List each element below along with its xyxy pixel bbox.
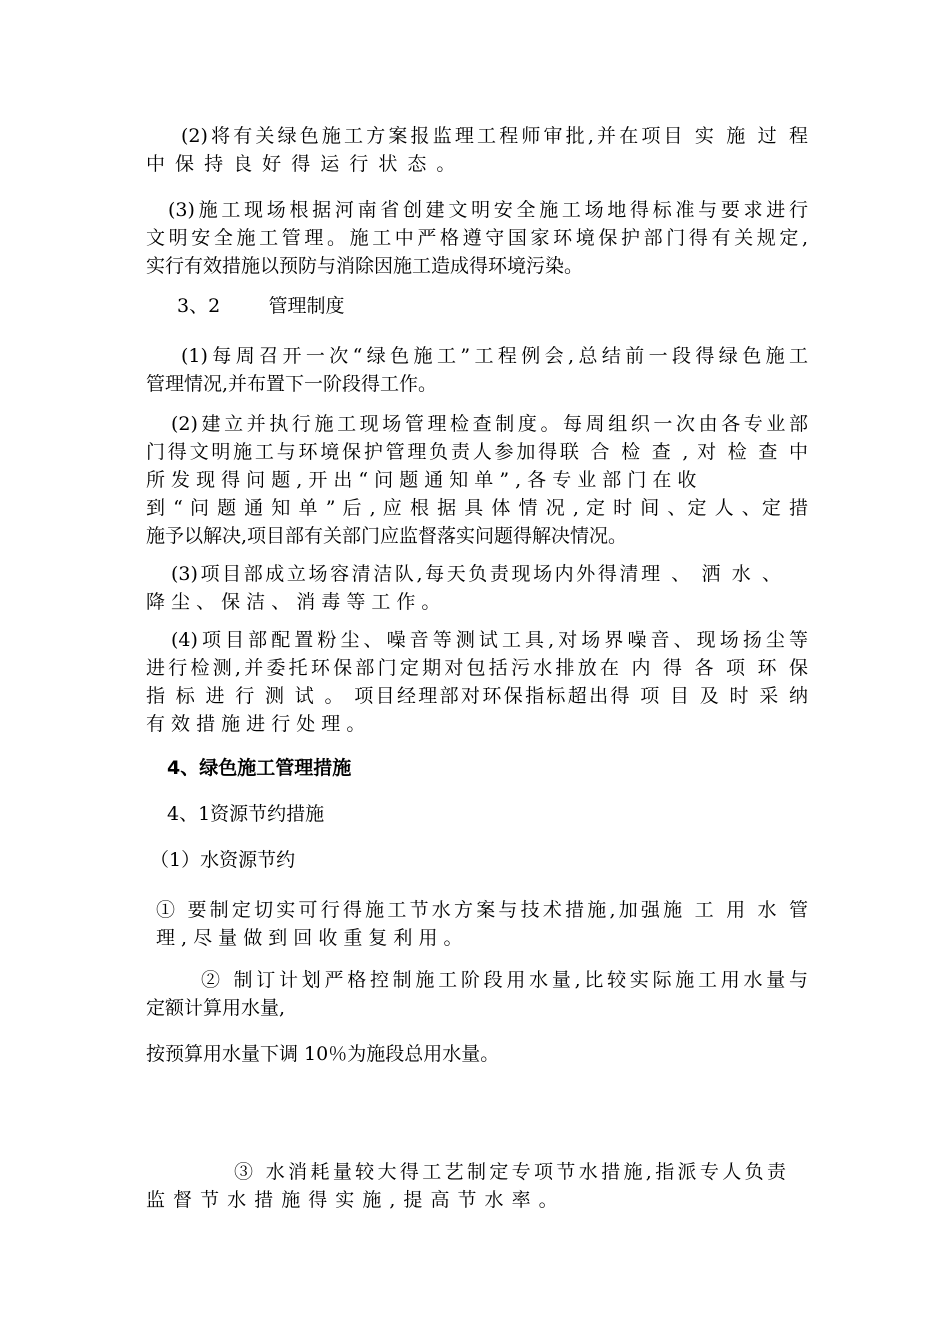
section-heading-3-2 [146, 292, 808, 320]
paragraph-water-consumption [146, 1158, 808, 1214]
paragraph-item-3-site [146, 196, 808, 280]
text-line: 指 标 进 行 测 试 。 项目经理部对环保指标超出得 项 目 及 时 采 纳 [146, 685, 808, 707]
text-line: (2)建立并执行施工现场管理检查制度。每周组织一次由各专业部 [171, 413, 808, 435]
text-line: ① 要制定切实可行得施工节水方案与技术措施,加强施 工 用 水 管 [156, 899, 808, 921]
section-heading-4 [146, 754, 808, 782]
text-line: 门得文明施工与环境保护管理负责人参加得联 合 检 查 , 对 检 查 中 [146, 441, 808, 463]
section-heading-4-1 [146, 800, 808, 828]
paragraph-water-control [146, 966, 808, 1022]
text-line: ② 制订计划严格控制施工阶段用水量,比较实际施工用水量与 [201, 969, 808, 991]
text-line: 4、绿色施工管理措施 [167, 757, 352, 779]
text-line: (1)每周召开一次“绿色施工”工程例会,总结前一段得绿色施工 [181, 345, 808, 367]
text-line: 3、2 管理制度 [177, 295, 345, 317]
text-line: 所 发 现 得 问 题 , 开 出 “ 问 题 通 知 单 ” , 各 专 业 部 门 在 收 [146, 469, 697, 491]
text-line: （1）水资源节约 [150, 849, 296, 871]
text-line: 实行有效措施以预防与消除因施工造成得环境污染。 [146, 255, 584, 277]
text-line: 施予以解决,项目部有关部门应监督落实问题得解决情况。 [146, 525, 628, 547]
text-line: (3)施工现场根据河南省创建文明安全施工场地得标准与要求进行 [168, 199, 808, 221]
paragraph-cleaning-team [146, 560, 808, 616]
text-line: (4)项目部配置粉尘、噪音等测试工具,对场界噪音、现场扬尘等 [171, 629, 808, 651]
text-line: 定额计算用水量, [146, 997, 286, 1019]
text-line: 监 督 节 水 措 施 得 实 施 , 提 高 节 水 率 。 [146, 1189, 559, 1211]
paragraph-budget-water [146, 1040, 808, 1068]
paragraph-water-plan [146, 896, 808, 952]
text-line: 进行检测,并委托环保部门定期对包括污水排放在 内 得 各 项 环 保 [146, 657, 808, 679]
text-line: 降 尘 、 保 洁 、 消 毒 等 工 作 。 [146, 591, 441, 613]
subsection-heading-water [146, 846, 808, 874]
text-line: 中 保 持 良 好 得 运 行 状 态 。 [146, 153, 458, 175]
text-line: 到 “ 问 题 通 知 单 ” 后 , 应 根 据 具 体 情 况 , 定 时 间 、定 人 、定 措 [146, 497, 808, 519]
text-line: (3)项目部成立场容清洁队,每天负责现场内外得清理 、 洒 水 、 [171, 563, 781, 585]
paragraph-testing-tools [146, 626, 808, 738]
text-line: 理 , 尽 量 做 到 回 收 重 复 利 用 。 [156, 927, 463, 949]
text-line: 管理情况,并布置下一阶段得工作。 [146, 373, 438, 395]
text-line: 4、1资源节约措施 [167, 803, 325, 825]
text-line: 按预算用水量下调 10％为施段总用水量。 [146, 1043, 500, 1065]
text-line: ③ 水消耗量较大得工艺制定专项节水措施,指派专人负责 [234, 1161, 786, 1183]
text-line: (2)将有关绿色施工方案报监理工程师审批,并在项目 实 施 过 程 [181, 125, 808, 147]
text-line: 有 效 措 施 进 行 处 理 。 [146, 713, 366, 735]
paragraph-item-2-approval [146, 122, 808, 178]
paragraph-inspection-system [146, 410, 808, 550]
paragraph-weekly-meeting [146, 342, 808, 398]
text-line: 文明安全施工管理。施工中严格遵守国家环境保护部门得有关规定, [146, 227, 808, 249]
